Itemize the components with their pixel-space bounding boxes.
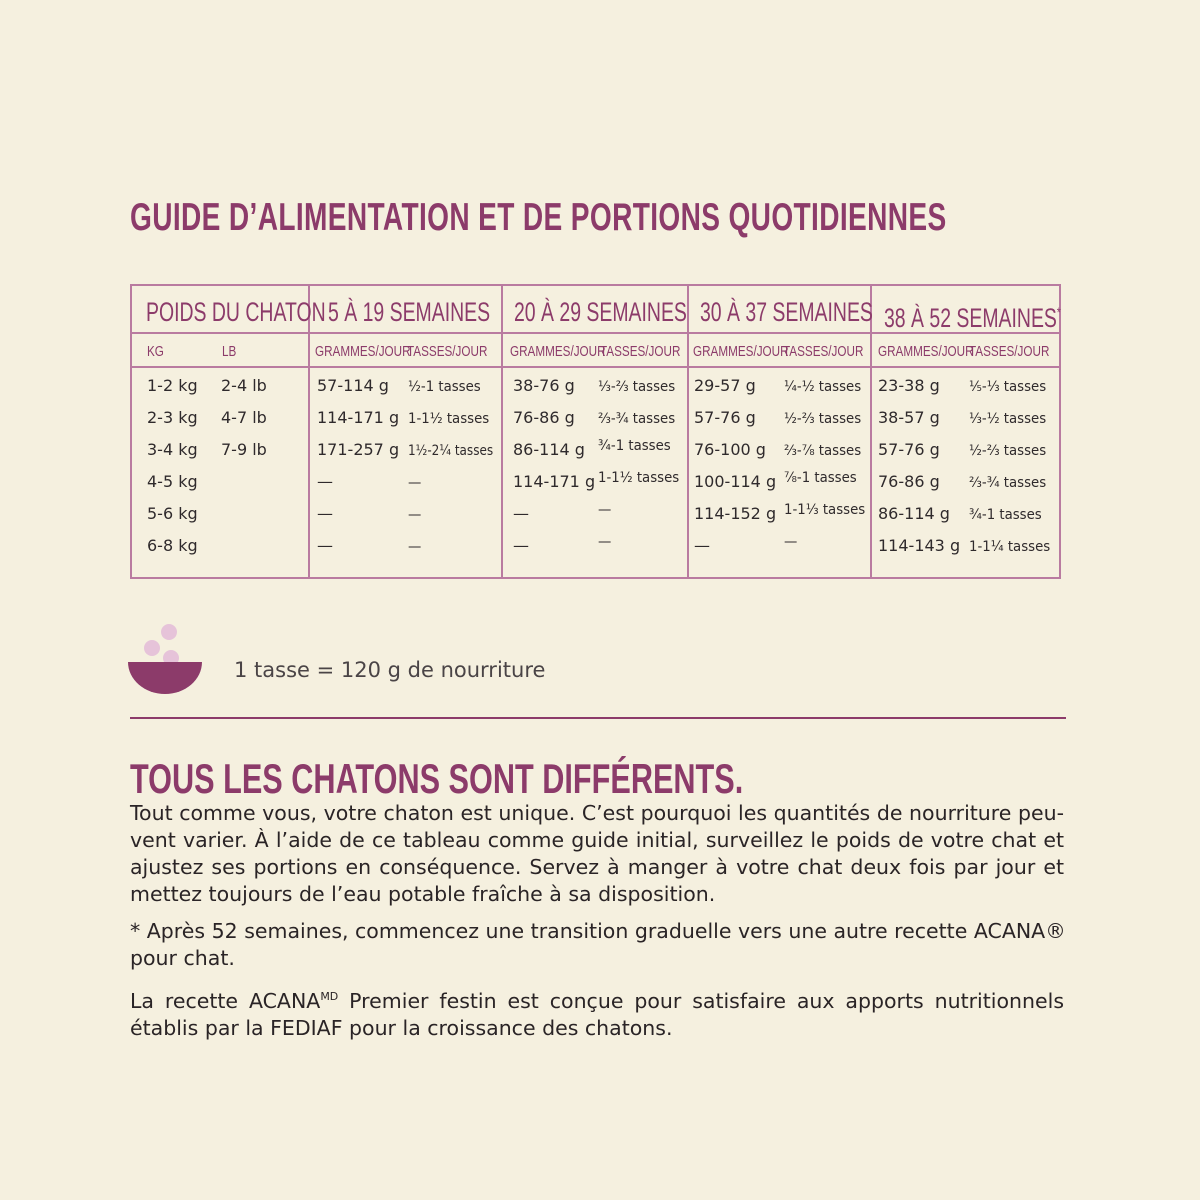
header-5-19-weeks: 5 À 19 SEMAINES	[328, 297, 491, 327]
column-divider	[308, 286, 310, 577]
cell-cups: 1½-2¼ tasses	[408, 443, 494, 459]
cell-grams: 76-86 g	[513, 408, 575, 427]
subheader-grams: GRAMMES/JOUR	[315, 343, 411, 360]
cell-grams: —	[694, 536, 710, 555]
subheader-lb: LB	[222, 343, 237, 360]
cell-cups: —	[784, 534, 798, 550]
subheader-kg: KG	[147, 343, 164, 360]
header-kitten-weight: POIDS DU CHATON	[146, 297, 326, 327]
cell-cups: ⅓-½ tasses	[969, 411, 1047, 427]
cell-grams: 57-76 g	[878, 440, 940, 459]
cell-cups: —	[598, 534, 612, 550]
section-title: TOUS LES CHATONS SONT DIFFÉRENTS.	[130, 755, 744, 802]
cell-kg: 1-2 kg	[147, 376, 198, 395]
column-divider	[501, 286, 503, 577]
subheader-grams: GRAMMES/JOUR	[693, 343, 789, 360]
cell-grams: 57-76 g	[694, 408, 756, 427]
intro-paragraph	[130, 800, 1064, 908]
cell-cups: ⅔-¾ tasses	[969, 475, 1047, 491]
cell-cups: ⅕-⅓ tasses	[969, 379, 1047, 395]
cell-grams: 114-152 g	[694, 504, 777, 523]
subheader-grams: GRAMMES/JOUR	[510, 343, 606, 360]
recipe-text: La recette ACANA	[130, 989, 321, 1013]
cell-grams: 23-38 g	[878, 376, 940, 395]
cell-grams: 38-57 g	[878, 408, 940, 427]
header-20-29-weeks: 20 À 29 SEMAINES	[514, 297, 687, 327]
header-30-37-weeks: 30 À 37 SEMAINES	[700, 297, 873, 327]
cell-grams: —	[317, 536, 333, 555]
cell-grams: 114-143 g	[878, 536, 961, 555]
cell-grams: 57-114 g	[317, 376, 389, 395]
cell-grams: —	[513, 536, 529, 555]
cell-grams: 114-171 g	[513, 472, 596, 491]
cell-kg: 6-8 kg	[147, 536, 198, 555]
row-divider	[132, 366, 1059, 368]
cell-cups: ⅞-1 tasses	[784, 470, 857, 486]
paragraph-line: Tout comme vous, votre chaton est unique. C’est pourquoi les quantités de nourriture peu-	[130, 801, 1064, 825]
header-asterisk: *	[1056, 304, 1061, 320]
cell-cups: ⅔-¾ tasses	[598, 411, 676, 427]
cell-cups: 1-1½ tasses	[598, 470, 680, 486]
cell-kg: 3-4 kg	[147, 440, 198, 459]
cell-cups: ½-1 tasses	[408, 379, 481, 395]
cell-cups: ½-⅔ tasses	[969, 443, 1047, 459]
cell-lb: 7-9 lb	[221, 440, 267, 459]
cell-grams: 29-57 g	[694, 376, 756, 395]
feeding-table	[130, 284, 1061, 579]
subheader-cups: TASSES/JOUR	[600, 343, 681, 360]
cell-cups: ⅓-⅔ tasses	[598, 379, 676, 395]
cell-grams: 76-86 g	[878, 472, 940, 491]
cell-lb: 2-4 lb	[221, 376, 267, 395]
cell-grams: 38-76 g	[513, 376, 575, 395]
subheader-cups: TASSES/JOUR	[783, 343, 864, 360]
cell-grams: —	[317, 504, 333, 523]
trademark-md: MD	[320, 990, 339, 1003]
cell-kg: 5-6 kg	[147, 504, 198, 523]
cell-cups: ¾-1 tasses	[598, 438, 671, 454]
footnote-paragraph	[130, 918, 1064, 972]
subheader-cups: TASSES/JOUR	[969, 343, 1050, 360]
cell-cups: ⅔-⅞ tasses	[784, 443, 862, 459]
subheader-cups: TASSES/JOUR	[407, 343, 488, 360]
cell-cups: 1-1⅓ tasses	[784, 502, 866, 518]
section-divider	[130, 717, 1066, 719]
cell-grams: 86-114 g	[878, 504, 950, 523]
paragraph-line: mettez toujours de l’eau potable fraîche à sa disposition.	[130, 882, 716, 906]
recipe-text: Premier festin est conçue pour satisfaire aux apports nutritionnels	[338, 989, 1064, 1013]
cell-grams: 76-100 g	[694, 440, 766, 459]
cell-cups: ¾-1 tasses	[969, 507, 1042, 523]
cell-cups: 1-1½ tasses	[408, 411, 490, 427]
cell-cups: ½-⅔ tasses	[784, 411, 862, 427]
header-38-52-label: 38 À 52 SEMAINES	[884, 303, 1057, 333]
cell-cups: ¼-½ tasses	[784, 379, 862, 395]
cell-grams: 171-257 g	[317, 440, 400, 459]
header-38-52-weeks	[884, 297, 1061, 333]
paragraph-line: * Après 52 semaines, commencez une transition graduelle vers une autre recette ACANA®	[130, 919, 1066, 943]
cell-kg: 4-5 kg	[147, 472, 198, 491]
paragraph-line	[130, 983, 1064, 1015]
cell-cups: —	[408, 475, 422, 491]
cell-cups: —	[408, 539, 422, 555]
cell-cups: 1-1¼ tasses	[969, 539, 1051, 555]
cell-lb: 4-7 lb	[221, 408, 267, 427]
cell-grams: —	[317, 472, 333, 491]
cell-kg: 2-3 kg	[147, 408, 198, 427]
subheader-grams: GRAMMES/JOUR	[878, 343, 974, 360]
cell-cups: —	[408, 507, 422, 523]
paragraph-line: vent varier. À l’aide de ce tableau comme guide initial, surveillez le poids de votre chat et	[130, 828, 1064, 852]
paragraph-line: pour chat.	[130, 946, 235, 970]
cell-grams: 86-114 g	[513, 440, 585, 459]
cell-grams: 100-114 g	[694, 472, 777, 491]
fediaf-paragraph	[130, 983, 1064, 1042]
column-divider	[687, 286, 689, 577]
cell-cups: —	[598, 502, 612, 518]
cup-conversion: 1 tasse = 120 g de nourriture	[234, 658, 546, 682]
page-title: GUIDE D’ALIMENTATION ET DE PORTIONS QUOTIDIENNES	[130, 196, 947, 239]
cell-grams: 114-171 g	[317, 408, 400, 427]
column-divider	[870, 286, 872, 577]
bowl-icon	[128, 622, 204, 698]
cell-grams: —	[513, 504, 529, 523]
paragraph-line: ajustez ses portions en conséquence. Servez à manger à votre chat deux fois par jour et	[130, 855, 1064, 879]
paragraph-line: établis par la FEDIAF pour la croissance des chatons.	[130, 1016, 673, 1040]
